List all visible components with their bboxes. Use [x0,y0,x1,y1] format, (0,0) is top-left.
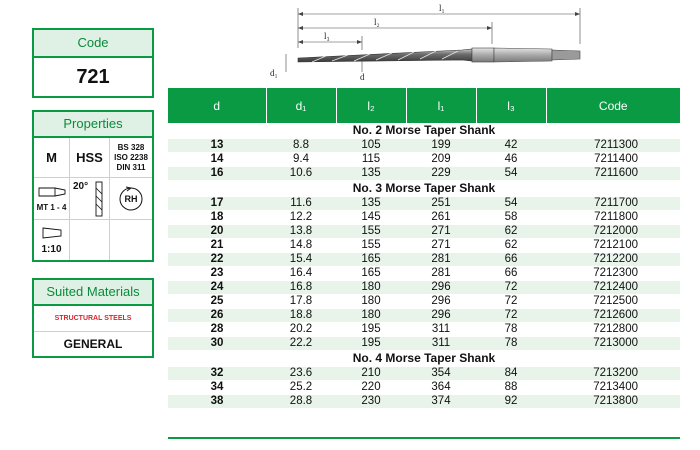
table-bottom-rule [168,437,680,439]
label-d1: d₁ [270,68,278,78]
table-cell: 7213200 [546,367,680,381]
table-cell: 84 [476,367,546,381]
table-cell: 7212100 [546,239,680,253]
properties-grid [34,138,152,260]
table-cell: 105 [336,139,406,153]
table-cell: 354 [406,367,476,381]
table-cell: 10.6 [266,167,336,181]
table-cell: 281 [406,267,476,281]
table-cell: 261 [406,211,476,225]
structural-steels-label: STRUCTURAL STEELS [34,306,152,332]
table-cell: 28 [168,323,266,337]
table-cell: 7212800 [546,323,680,337]
table-cell: 54 [476,197,546,211]
reamer-drawing [262,0,592,88]
table-cell: 374 [406,395,476,409]
rotation-label: RH [124,193,138,204]
table-cell: 220 [336,381,406,395]
table-cell: 66 [476,253,546,267]
table-cell: 135 [336,167,406,181]
table-cell: 165 [336,253,406,267]
table-cell: 311 [406,337,476,351]
empty-cell-2 [110,220,152,260]
rotation-cell [110,178,152,220]
table-cell: 78 [476,323,546,337]
table-cell: 180 [336,295,406,309]
table-cell: 12.2 [266,211,336,225]
shank-label: MT 1 - 4 [36,203,67,212]
morse-taper-shank-icon [37,185,67,199]
table-cell: 72 [476,309,546,323]
table-cell: 14 [168,153,266,167]
table-cell: 7213000 [546,337,680,351]
table-row [168,381,680,395]
table-row [168,309,680,323]
table-cell: 54 [476,167,546,181]
table-cell: 135 [336,197,406,211]
table-cell: 364 [406,381,476,395]
table-row [168,295,680,309]
code-panel-title: Code [34,30,152,58]
table-cell: 7213400 [546,381,680,395]
table-cell: 7211600 [546,167,680,181]
table-cell: 180 [336,309,406,323]
taper-cell [34,220,70,260]
table-cell: 78 [476,337,546,351]
table-cell: 16.8 [266,281,336,295]
table-row [168,225,680,239]
table-cell: 22 [168,253,266,267]
table-cell: 209 [406,153,476,167]
group-row [168,181,680,197]
table-cell: 7212500 [546,295,680,309]
table-row [168,211,680,225]
table-row [168,267,680,281]
properties-panel-title: Properties [34,112,152,138]
table-row [168,367,680,381]
table-body [168,123,680,409]
table-cell: 7211300 [546,139,680,153]
table-cell: 210 [336,367,406,381]
table-row [168,337,680,351]
table-cell: 230 [336,395,406,409]
material-label: M [46,150,57,165]
table-cell: 13 [168,139,266,153]
table-cell: 7212400 [546,281,680,295]
code-value: 721 [76,66,110,88]
table-cell: 25 [168,295,266,309]
standard-iso: ISO 2238 [114,152,148,162]
table-header-row [168,88,680,123]
standard-bs: BS 328 [117,142,145,152]
column-header: l₁ [406,88,476,123]
table-cell: 296 [406,309,476,323]
table-cell: 24 [168,281,266,295]
table-cell: 271 [406,225,476,239]
taper-label: 1:10 [41,243,62,255]
table-cell: 18.8 [266,309,336,323]
table-cell: 26 [168,309,266,323]
table-cell: 155 [336,239,406,253]
table-row [168,197,680,211]
table-cell: 195 [336,323,406,337]
table-cell: 296 [406,295,476,309]
table-cell: 20.2 [266,323,336,337]
suited-materials-panel [32,278,154,358]
table-cell: 13.8 [266,225,336,239]
table-cell: 7211800 [546,211,680,225]
material-cell [34,138,70,178]
table-cell: 32 [168,367,266,381]
table-cell: 28.8 [266,395,336,409]
group-row [168,351,680,367]
table-cell: 165 [336,267,406,281]
general-label: GENERAL [63,337,123,351]
column-header: d [168,88,266,123]
table-cell: 180 [336,281,406,295]
table-cell: 229 [406,167,476,181]
table-cell: 23 [168,267,266,281]
label-d: d [360,72,365,82]
steel-label: HSS [76,150,103,165]
table-cell: 7211700 [546,197,680,211]
table-cell: 11.6 [266,197,336,211]
column-header: d₁ [266,88,336,123]
table-cell: 271 [406,239,476,253]
group-title: No. 3 Morse Taper Shank [168,181,680,197]
table-cell: 7211400 [546,153,680,167]
table-cell: 16.4 [266,267,336,281]
table-cell: 7212200 [546,253,680,267]
code-panel [32,28,154,98]
table-cell: 17.8 [266,295,336,309]
empty-cell-1 [70,220,110,260]
table-cell: 92 [476,395,546,409]
table-cell: 15.4 [266,253,336,267]
table-cell: 7212300 [546,267,680,281]
steel-cell [70,138,110,178]
table-cell: 281 [406,253,476,267]
table-cell: 7213800 [546,395,680,409]
table-cell: 20 [168,225,266,239]
table-cell: 251 [406,197,476,211]
table-cell: 145 [336,211,406,225]
table-cell: 72 [476,295,546,309]
helix-angle-icon [70,178,110,220]
table-cell: 115 [336,153,406,167]
table-cell: 9.4 [266,153,336,167]
table-cell: 296 [406,281,476,295]
column-header: Code [546,88,680,123]
table-cell: 18 [168,211,266,225]
table-cell: 7212000 [546,225,680,239]
table-cell: 62 [476,239,546,253]
table-cell: 199 [406,139,476,153]
table-cell: 46 [476,153,546,167]
table-row [168,395,680,409]
table-cell: 21 [168,239,266,253]
group-row [168,123,680,139]
table-cell: 66 [476,267,546,281]
properties-panel [32,110,154,262]
table-cell: 25.2 [266,381,336,395]
label-l3: l₃ [324,31,330,41]
table-cell: 22.2 [266,337,336,351]
table-cell: 30 [168,337,266,351]
spec-table [168,88,680,409]
table-cell: 38 [168,395,266,409]
table-cell: 58 [476,211,546,225]
suited-materials-title: Suited Materials [34,280,152,306]
table-cell: 72 [476,281,546,295]
standards-cell [110,138,152,178]
table-row [168,239,680,253]
table-row [168,167,680,181]
angle-cell [70,178,110,220]
column-header: l₂ [336,88,406,123]
shank-cell [34,178,70,220]
column-header: l₃ [476,88,546,123]
group-title: No. 2 Morse Taper Shank [168,123,680,139]
table-cell: 17 [168,197,266,211]
table-cell: 195 [336,337,406,351]
table-cell: 14.8 [266,239,336,253]
table-cell: 155 [336,225,406,239]
label-l1: l₁ [439,3,445,13]
table-cell: 23.6 [266,367,336,381]
table-cell: 311 [406,323,476,337]
standard-din: DIN 311 [116,162,146,172]
group-title: No. 4 Morse Taper Shank [168,351,680,367]
table-row [168,253,680,267]
table-cell: 8.8 [266,139,336,153]
table-cell: 42 [476,139,546,153]
table-cell: 88 [476,381,546,395]
table-cell: 16 [168,167,266,181]
angle-label: 20° [73,181,89,192]
table-row [168,281,680,295]
table-row [168,153,680,167]
table-row [168,139,680,153]
table-cell: 34 [168,381,266,395]
table-cell: 62 [476,225,546,239]
taper-ratio-icon [41,226,63,240]
table-row [168,323,680,337]
table-cell: 7212600 [546,309,680,323]
label-l2: l₂ [374,17,380,27]
